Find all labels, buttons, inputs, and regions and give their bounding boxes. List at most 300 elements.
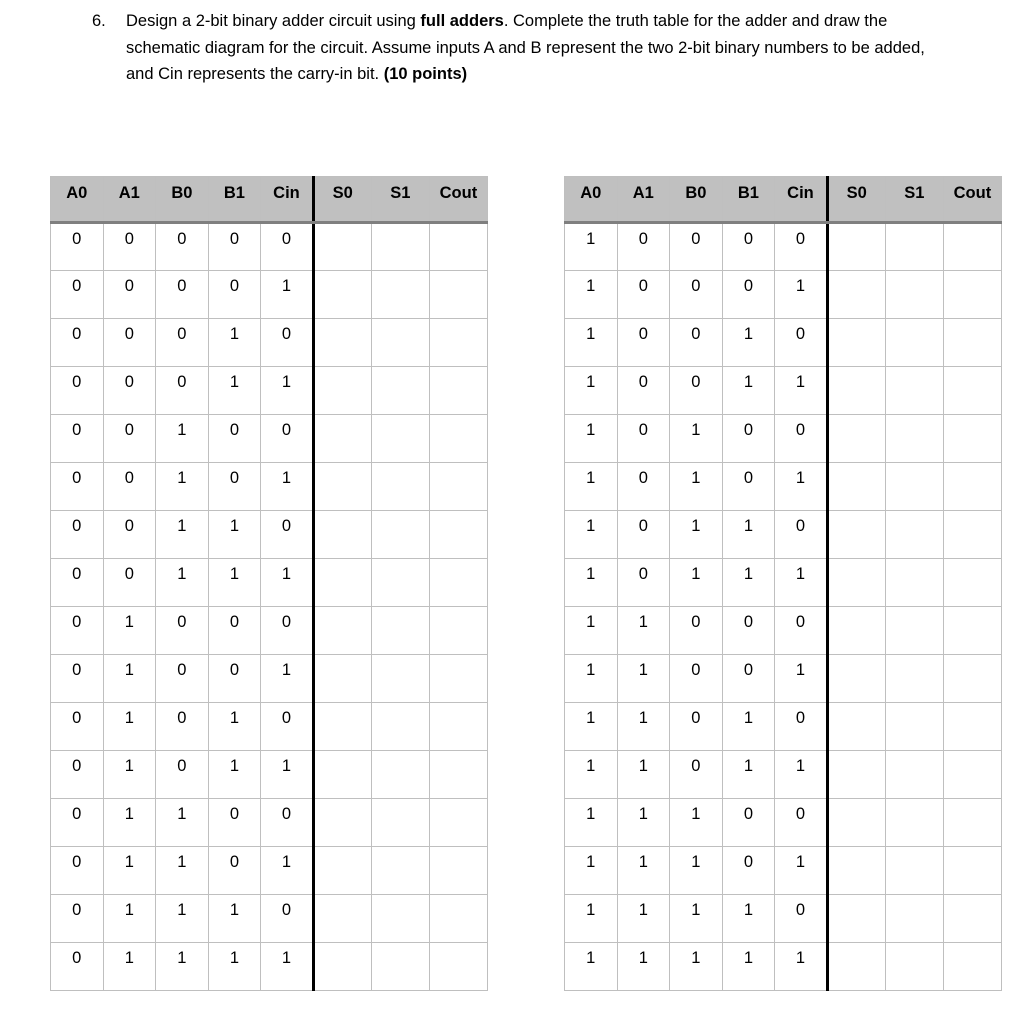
table-row (565, 799, 1002, 847)
output-cell-blank[interactable] (885, 655, 943, 703)
output-cell-blank[interactable] (371, 271, 429, 319)
input-cell: 1 (261, 943, 314, 991)
input-cell: 1 (670, 847, 723, 895)
output-cell-blank[interactable] (429, 655, 487, 703)
question-text-segment: Design a 2-bit binary adder circuit using (126, 12, 421, 30)
input-cell: 1 (670, 511, 723, 559)
output-cell-blank[interactable] (313, 847, 371, 895)
output-cell-blank[interactable] (429, 847, 487, 895)
table-header-row (565, 177, 1002, 223)
output-cell-blank[interactable] (885, 463, 943, 511)
table-row (51, 607, 488, 655)
input-cell: 1 (775, 751, 828, 799)
input-cell: 1 (775, 463, 828, 511)
input-cell: 0 (51, 271, 104, 319)
input-cell: 0 (261, 223, 314, 271)
input-cell: 1 (775, 367, 828, 415)
table-row (565, 415, 1002, 463)
input-cell: 1 (722, 511, 775, 559)
input-cell: 1 (261, 463, 314, 511)
input-cell: 0 (670, 655, 723, 703)
table-row (51, 223, 488, 271)
input-cell: 0 (156, 703, 209, 751)
input-cell: 1 (565, 847, 618, 895)
input-cell: 0 (722, 223, 775, 271)
input-cell: 1 (775, 655, 828, 703)
input-cell: 0 (51, 415, 104, 463)
input-cell: 0 (617, 271, 670, 319)
input-cell: 1 (565, 463, 618, 511)
column-header-b1: B1 (208, 177, 261, 223)
input-cell: 0 (617, 223, 670, 271)
input-cell: 0 (103, 319, 156, 367)
table-row (565, 223, 1002, 271)
table-row (51, 319, 488, 367)
input-cell: 1 (261, 559, 314, 607)
input-cell: 0 (51, 799, 104, 847)
output-cell-blank[interactable] (371, 607, 429, 655)
input-cell: 0 (617, 415, 670, 463)
output-cell-blank[interactable] (943, 271, 1001, 319)
input-cell: 1 (103, 703, 156, 751)
question-text-segment: . Complete the truth table for the adder and draw the schematic diagram for the circuit. Assume inputs A and B represent the two 2-bit binary numbers to be added, and Cin represents the carry-in bit. (126, 12, 925, 83)
table-row (51, 367, 488, 415)
output-cell-blank[interactable] (429, 799, 487, 847)
input-cell: 1 (103, 799, 156, 847)
output-cell-blank[interactable] (371, 319, 429, 367)
column-header-cout: Cout (429, 177, 487, 223)
truth-table-left (50, 176, 488, 991)
output-cell-blank[interactable] (371, 367, 429, 415)
output-cell-blank[interactable] (885, 751, 943, 799)
output-cell-blank[interactable] (429, 943, 487, 991)
question-text (126, 8, 937, 88)
table-header-row (51, 177, 488, 223)
input-cell: 0 (51, 319, 104, 367)
output-cell-blank[interactable] (827, 511, 885, 559)
input-cell: 1 (103, 751, 156, 799)
output-cell-blank[interactable] (943, 799, 1001, 847)
input-cell: 1 (103, 847, 156, 895)
output-cell-blank[interactable] (313, 751, 371, 799)
input-cell: 0 (51, 847, 104, 895)
output-cell-blank[interactable] (943, 367, 1001, 415)
input-cell: 1 (208, 895, 261, 943)
output-cell-blank[interactable] (943, 751, 1001, 799)
input-cell: 0 (722, 607, 775, 655)
table-row (565, 607, 1002, 655)
input-cell: 0 (51, 559, 104, 607)
input-cell: 1 (670, 943, 723, 991)
output-cell-blank[interactable] (371, 511, 429, 559)
output-cell-blank[interactable] (827, 319, 885, 367)
table-row (565, 751, 1002, 799)
output-cell-blank[interactable] (827, 847, 885, 895)
output-cell-blank[interactable] (943, 511, 1001, 559)
input-cell: 1 (722, 367, 775, 415)
input-cell: 1 (261, 847, 314, 895)
input-cell: 0 (722, 463, 775, 511)
input-cell: 1 (156, 799, 209, 847)
input-cell: 1 (156, 559, 209, 607)
input-cell: 0 (103, 463, 156, 511)
table-row (51, 703, 488, 751)
input-cell: 0 (103, 559, 156, 607)
output-cell-blank[interactable] (371, 847, 429, 895)
output-cell-blank[interactable] (943, 319, 1001, 367)
input-cell: 0 (670, 271, 723, 319)
output-cell-blank[interactable] (429, 703, 487, 751)
output-cell-blank[interactable] (885, 415, 943, 463)
output-cell-blank[interactable] (943, 607, 1001, 655)
input-cell: 1 (565, 271, 618, 319)
input-cell: 0 (670, 223, 723, 271)
column-header-s0: S0 (827, 177, 885, 223)
column-header-b0: B0 (156, 177, 209, 223)
output-cell-blank[interactable] (885, 703, 943, 751)
output-cell-blank[interactable] (943, 559, 1001, 607)
output-cell-blank[interactable] (827, 271, 885, 319)
input-cell: 1 (261, 655, 314, 703)
input-cell: 0 (51, 511, 104, 559)
input-cell: 1 (565, 319, 618, 367)
output-cell-blank[interactable] (371, 799, 429, 847)
output-cell-blank[interactable] (885, 607, 943, 655)
output-cell-blank[interactable] (313, 943, 371, 991)
output-cell-blank[interactable] (943, 223, 1001, 271)
input-cell: 0 (51, 463, 104, 511)
input-cell: 0 (208, 463, 261, 511)
input-cell: 1 (722, 943, 775, 991)
input-cell: 1 (208, 751, 261, 799)
input-cell: 1 (565, 655, 618, 703)
input-cell: 0 (51, 223, 104, 271)
output-cell-blank[interactable] (827, 751, 885, 799)
input-cell: 0 (208, 799, 261, 847)
input-cell: 1 (156, 895, 209, 943)
output-cell-blank[interactable] (313, 463, 371, 511)
input-cell: 0 (775, 607, 828, 655)
table-row (565, 895, 1002, 943)
output-cell-blank[interactable] (827, 559, 885, 607)
table-row (51, 751, 488, 799)
input-cell: 0 (51, 943, 104, 991)
output-cell-blank[interactable] (827, 655, 885, 703)
output-cell-blank[interactable] (429, 415, 487, 463)
output-cell-blank[interactable] (943, 703, 1001, 751)
question-number: 6. (92, 12, 106, 30)
input-cell: 0 (156, 319, 209, 367)
table-row (565, 463, 1002, 511)
column-header-a1: A1 (103, 177, 156, 223)
input-cell: 0 (775, 223, 828, 271)
input-cell: 1 (617, 895, 670, 943)
input-cell: 0 (208, 271, 261, 319)
output-cell-blank[interactable] (429, 559, 487, 607)
input-cell: 1 (156, 463, 209, 511)
output-cell-blank[interactable] (313, 607, 371, 655)
input-cell: 1 (565, 895, 618, 943)
output-cell-blank[interactable] (313, 271, 371, 319)
input-cell: 0 (156, 607, 209, 655)
input-cell: 1 (208, 319, 261, 367)
input-cell: 0 (670, 607, 723, 655)
input-cell: 1 (156, 415, 209, 463)
output-cell-blank[interactable] (313, 511, 371, 559)
input-cell: 1 (722, 559, 775, 607)
question-text-segment: (10 points) (383, 65, 468, 83)
input-cell: 1 (565, 367, 618, 415)
table-row (565, 559, 1002, 607)
table-row (51, 895, 488, 943)
input-cell: 0 (670, 703, 723, 751)
table-row (51, 415, 488, 463)
output-cell-blank[interactable] (371, 895, 429, 943)
output-cell-blank[interactable] (429, 367, 487, 415)
input-cell: 0 (617, 367, 670, 415)
input-cell: 0 (775, 799, 828, 847)
input-cell: 1 (565, 223, 618, 271)
input-cell: 0 (51, 751, 104, 799)
input-cell: 1 (775, 847, 828, 895)
output-cell-blank[interactable] (885, 895, 943, 943)
input-cell: 0 (51, 895, 104, 943)
input-cell: 1 (565, 943, 618, 991)
table-row (565, 655, 1002, 703)
output-cell-blank[interactable] (827, 895, 885, 943)
output-cell-blank[interactable] (943, 895, 1001, 943)
column-header-cout: Cout (943, 177, 1001, 223)
output-cell-blank[interactable] (885, 799, 943, 847)
input-cell: 1 (722, 703, 775, 751)
input-cell: 0 (722, 847, 775, 895)
input-cell: 1 (261, 751, 314, 799)
input-cell: 0 (208, 415, 261, 463)
output-cell-blank[interactable] (371, 463, 429, 511)
output-cell-blank[interactable] (371, 655, 429, 703)
table-row (565, 511, 1002, 559)
input-cell: 0 (103, 367, 156, 415)
output-cell-blank[interactable] (371, 223, 429, 271)
output-cell-blank[interactable] (885, 223, 943, 271)
column-header-cin: Cin (775, 177, 828, 223)
output-cell-blank[interactable] (429, 607, 487, 655)
input-cell: 1 (103, 943, 156, 991)
input-cell: 0 (617, 559, 670, 607)
input-cell: 1 (670, 895, 723, 943)
input-cell: 0 (103, 511, 156, 559)
input-cell: 1 (722, 751, 775, 799)
input-cell: 1 (670, 559, 723, 607)
column-header-s1: S1 (371, 177, 429, 223)
input-cell: 1 (670, 415, 723, 463)
output-cell-blank[interactable] (313, 703, 371, 751)
output-cell-blank[interactable] (827, 415, 885, 463)
output-cell-blank[interactable] (313, 799, 371, 847)
output-cell-blank[interactable] (885, 271, 943, 319)
output-cell-blank[interactable] (885, 847, 943, 895)
input-cell: 0 (617, 511, 670, 559)
table-row (51, 943, 488, 991)
output-cell-blank[interactable] (371, 943, 429, 991)
table-row (565, 943, 1002, 991)
output-cell-blank[interactable] (371, 559, 429, 607)
input-cell: 1 (208, 559, 261, 607)
output-cell-blank[interactable] (313, 655, 371, 703)
output-cell-blank[interactable] (313, 559, 371, 607)
output-cell-blank[interactable] (885, 943, 943, 991)
input-cell: 0 (156, 655, 209, 703)
input-cell: 0 (156, 367, 209, 415)
input-cell: 0 (261, 895, 314, 943)
output-cell-blank[interactable] (313, 223, 371, 271)
input-cell: 0 (775, 319, 828, 367)
column-header-s0: S0 (313, 177, 371, 223)
input-cell: 0 (261, 799, 314, 847)
input-cell: 1 (208, 703, 261, 751)
input-cell: 0 (51, 703, 104, 751)
table-row (51, 463, 488, 511)
output-cell-blank[interactable] (827, 223, 885, 271)
input-cell: 1 (208, 367, 261, 415)
input-cell: 0 (670, 319, 723, 367)
table-row (565, 319, 1002, 367)
input-cell: 1 (775, 943, 828, 991)
column-header-s1: S1 (885, 177, 943, 223)
input-cell: 0 (261, 511, 314, 559)
input-cell: 1 (565, 799, 618, 847)
column-header-b1: B1 (722, 177, 775, 223)
input-cell: 0 (775, 703, 828, 751)
input-cell: 1 (775, 271, 828, 319)
column-header-a1: A1 (617, 177, 670, 223)
input-cell: 0 (103, 271, 156, 319)
column-header-cin: Cin (261, 177, 314, 223)
output-cell-blank[interactable] (429, 751, 487, 799)
output-cell-blank[interactable] (943, 415, 1001, 463)
table-row (51, 271, 488, 319)
input-cell: 1 (722, 319, 775, 367)
input-cell: 1 (722, 895, 775, 943)
output-cell-blank[interactable] (429, 271, 487, 319)
table-row (565, 703, 1002, 751)
input-cell: 1 (103, 655, 156, 703)
input-cell: 1 (261, 271, 314, 319)
column-header-b0: B0 (670, 177, 723, 223)
output-cell-blank[interactable] (429, 511, 487, 559)
input-cell: 0 (156, 223, 209, 271)
output-cell-blank[interactable] (885, 319, 943, 367)
question-text-segment: full adders (420, 12, 504, 30)
input-cell: 0 (208, 655, 261, 703)
input-cell: 0 (670, 367, 723, 415)
input-cell: 1 (565, 415, 618, 463)
output-cell-blank[interactable] (429, 319, 487, 367)
input-cell: 1 (617, 655, 670, 703)
input-cell: 1 (565, 751, 618, 799)
input-cell: 0 (103, 223, 156, 271)
output-cell-blank[interactable] (885, 511, 943, 559)
input-cell: 0 (775, 895, 828, 943)
input-cell: 1 (261, 367, 314, 415)
input-cell: 1 (617, 799, 670, 847)
output-cell-blank[interactable] (429, 463, 487, 511)
output-cell-blank[interactable] (827, 799, 885, 847)
table-row (51, 847, 488, 895)
table-row (51, 559, 488, 607)
input-cell: 0 (775, 511, 828, 559)
output-cell-blank[interactable] (943, 655, 1001, 703)
column-header-a0: A0 (51, 177, 104, 223)
input-cell: 0 (722, 271, 775, 319)
table-row (565, 271, 1002, 319)
output-cell-blank[interactable] (371, 751, 429, 799)
output-cell-blank[interactable] (827, 367, 885, 415)
input-cell: 0 (51, 607, 104, 655)
input-cell: 1 (617, 751, 670, 799)
table-row (565, 847, 1002, 895)
output-cell-blank[interactable] (313, 895, 371, 943)
input-cell: 1 (565, 607, 618, 655)
output-cell-blank[interactable] (885, 367, 943, 415)
input-cell: 0 (722, 655, 775, 703)
output-cell-blank[interactable] (313, 367, 371, 415)
output-cell-blank[interactable] (827, 703, 885, 751)
input-cell: 1 (208, 943, 261, 991)
input-cell: 1 (617, 703, 670, 751)
input-cell: 0 (156, 271, 209, 319)
table-row (565, 367, 1002, 415)
output-cell-blank[interactable] (371, 703, 429, 751)
question-block (92, 8, 937, 88)
output-cell-blank[interactable] (371, 415, 429, 463)
output-cell-blank[interactable] (943, 847, 1001, 895)
input-cell: 0 (670, 751, 723, 799)
input-cell: 0 (156, 751, 209, 799)
column-header-a0: A0 (565, 177, 618, 223)
input-cell: 1 (670, 463, 723, 511)
input-cell: 1 (208, 511, 261, 559)
output-cell-blank[interactable] (827, 607, 885, 655)
output-cell-blank[interactable] (313, 319, 371, 367)
table-row (51, 799, 488, 847)
input-cell: 0 (208, 607, 261, 655)
input-cell: 1 (775, 559, 828, 607)
input-cell: 0 (208, 847, 261, 895)
input-cell: 1 (617, 943, 670, 991)
input-cell: 0 (261, 703, 314, 751)
output-cell-blank[interactable] (827, 463, 885, 511)
output-cell-blank[interactable] (313, 415, 371, 463)
table-row (51, 511, 488, 559)
input-cell: 0 (51, 367, 104, 415)
output-cell-blank[interactable] (885, 559, 943, 607)
input-cell: 1 (156, 511, 209, 559)
truth-table-right (564, 176, 1002, 991)
input-cell: 1 (156, 943, 209, 991)
input-cell: 0 (51, 655, 104, 703)
input-cell: 0 (722, 799, 775, 847)
output-cell-blank[interactable] (943, 463, 1001, 511)
output-cell-blank[interactable] (827, 943, 885, 991)
input-cell: 1 (565, 703, 618, 751)
input-cell: 0 (103, 415, 156, 463)
output-cell-blank[interactable] (429, 223, 487, 271)
input-cell: 0 (261, 415, 314, 463)
output-cell-blank[interactable] (429, 895, 487, 943)
input-cell: 1 (617, 847, 670, 895)
output-cell-blank[interactable] (943, 943, 1001, 991)
